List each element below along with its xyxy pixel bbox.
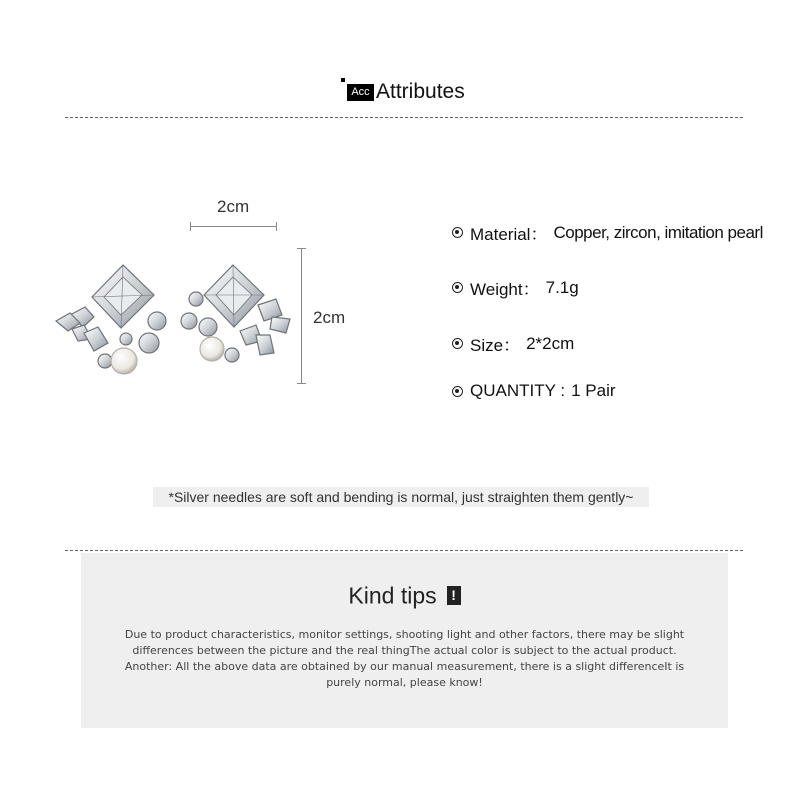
attribute-material bbox=[452, 220, 763, 245]
attribute-quantity bbox=[452, 381, 616, 401]
dashed-divider-top bbox=[65, 117, 743, 118]
height-dimension-line bbox=[301, 248, 302, 384]
bullet-circle-icon bbox=[452, 282, 463, 293]
bullet-circle-icon bbox=[452, 386, 463, 397]
attribute-size bbox=[452, 331, 574, 356]
kind-tips-panel bbox=[81, 553, 728, 728]
kind-tips-body: Due to product characteristics, monitor settings, shooting light and other factors, there may be slight differences between the picture and the real thingThe actual color is subject to the actual product. Another: All the above data are obtained by our manual measurement, there is a slight differenceIt is purely normal, please know! bbox=[124, 628, 685, 689]
attribute-value: 2*2cm bbox=[526, 333, 575, 353]
page-title: Attributes bbox=[376, 80, 465, 103]
attribute-value: 7.1g bbox=[545, 277, 579, 297]
width-dimension-cap-right bbox=[276, 222, 277, 231]
attribute-label: Size： bbox=[470, 336, 521, 355]
width-dimension-label: 2cm bbox=[217, 197, 250, 216]
exclamation-icon: ! bbox=[447, 586, 461, 605]
width-dimension-line bbox=[191, 226, 277, 227]
left-earring bbox=[56, 265, 166, 374]
attribute-label: Weight： bbox=[470, 280, 540, 299]
bullet-circle-icon bbox=[452, 338, 463, 349]
kind-tips-heading bbox=[81, 581, 728, 609]
bullet-circle-icon bbox=[452, 227, 463, 238]
kind-tips-title: Kind tips bbox=[348, 582, 437, 609]
attribute-weight bbox=[452, 275, 579, 300]
attribute-label: QUANTITY : bbox=[470, 381, 566, 400]
title-badge: Acc bbox=[347, 84, 374, 101]
right-earring bbox=[181, 265, 290, 362]
height-dimension-label: 2cm bbox=[313, 308, 346, 327]
attribute-value: 1 Pair bbox=[571, 381, 616, 400]
silver-needle-note: *Silver needles are soft and bending is normal, just straighten them gently~ bbox=[153, 487, 649, 507]
section-header bbox=[0, 76, 800, 106]
height-dimension-cap-bottom bbox=[297, 383, 306, 384]
earrings-product-image bbox=[50, 255, 300, 385]
dashed-divider-bottom bbox=[65, 550, 743, 551]
title-dot-decoration bbox=[341, 78, 345, 82]
attribute-label: Material： bbox=[470, 225, 548, 244]
attribute-value: Copper, zircon, imitation pearl bbox=[553, 222, 763, 242]
